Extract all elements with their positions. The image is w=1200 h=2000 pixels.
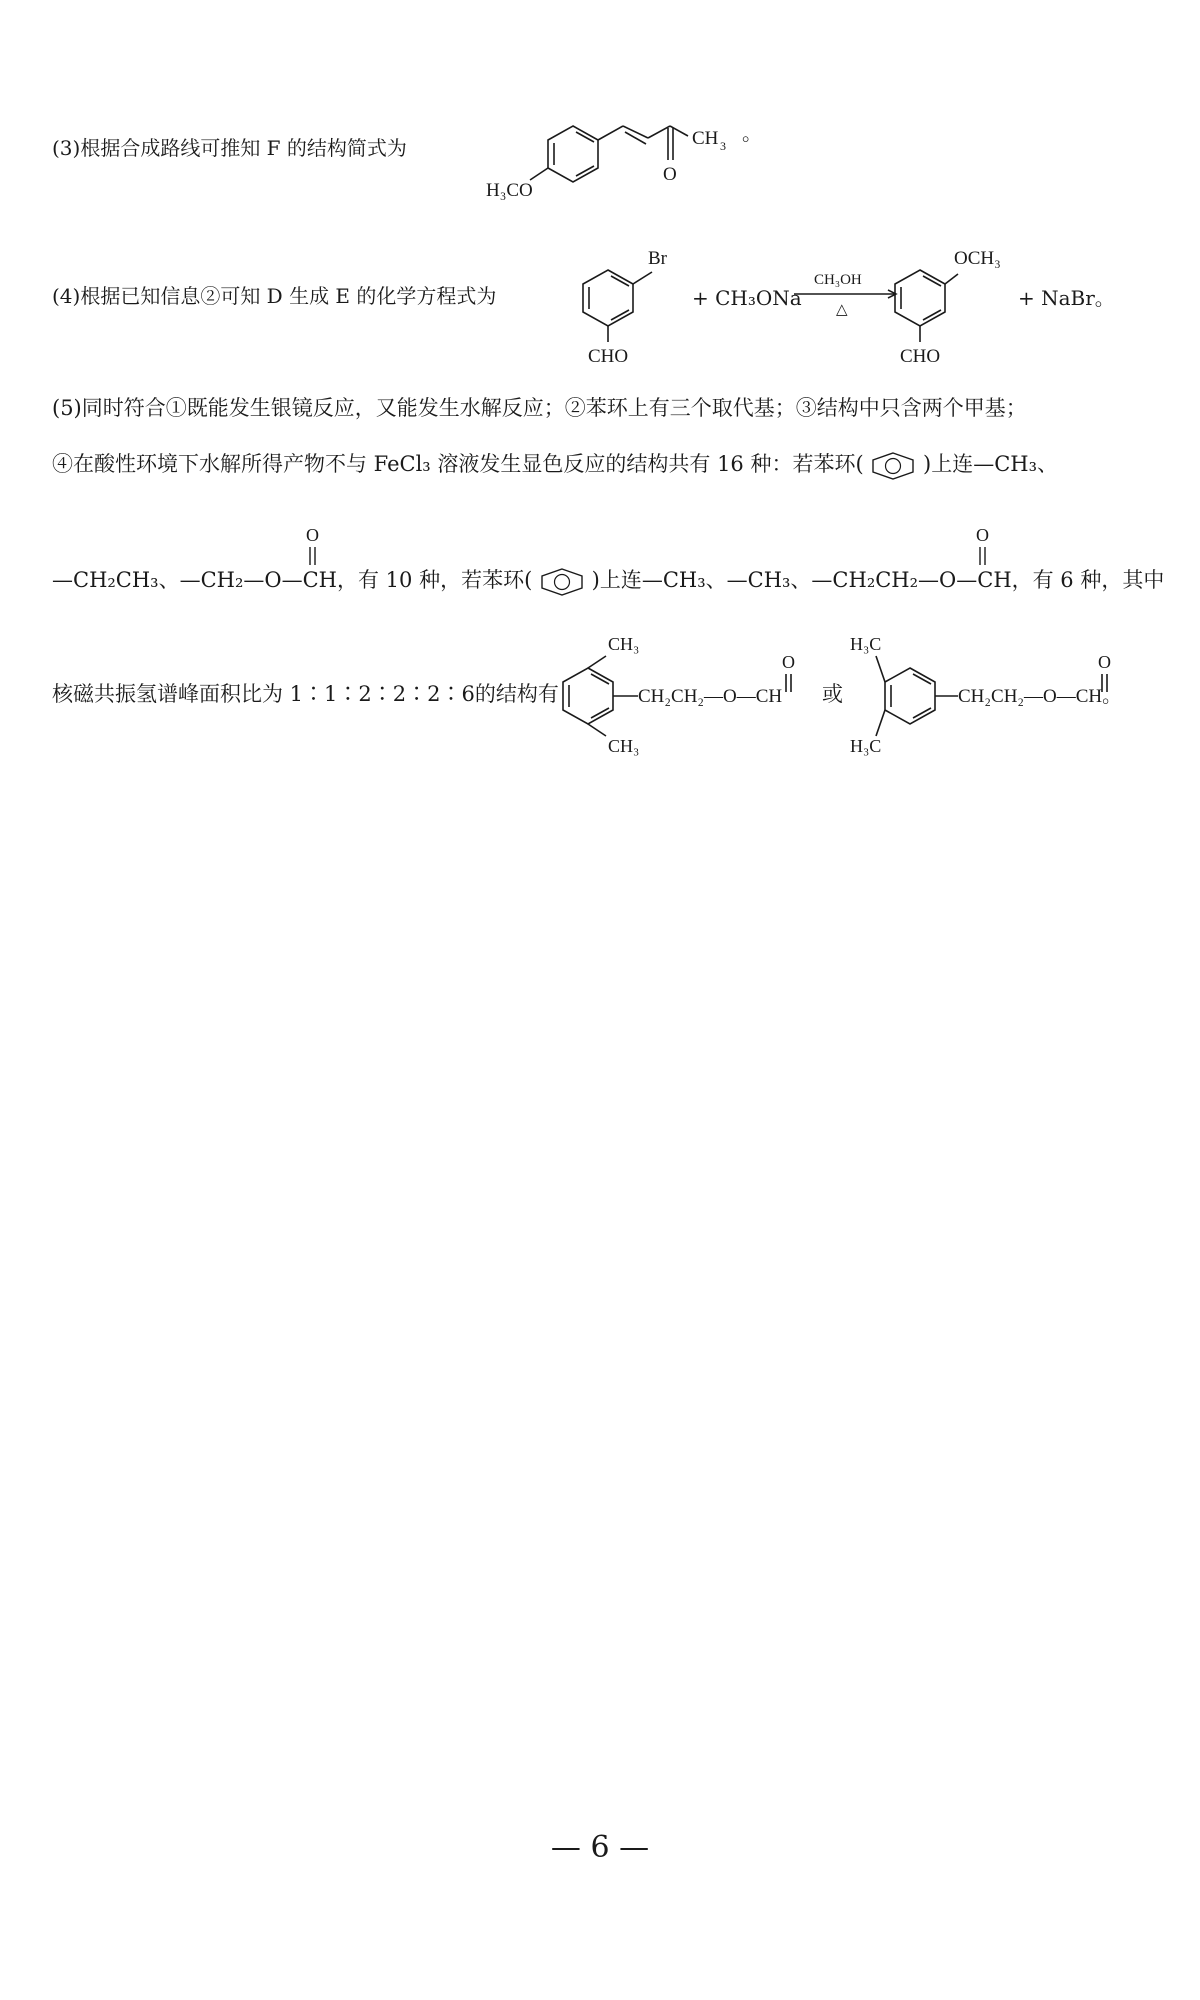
methyl-bottom-label: CH₃ bbox=[608, 736, 640, 756]
or-text: 或 bbox=[822, 682, 843, 706]
arrow-condition-top: CH₃OH bbox=[814, 272, 862, 288]
q5-line3: —CH₂CH₃、—CH₂—O—CH，有 10 种，若苯环( )上连—CH₃、—CH₃、—CH₂CH₂—O—CH，有 6 种，其中 bbox=[52, 566, 1164, 596]
ketone-oxygen-label: O bbox=[663, 164, 677, 185]
h3c-bottom-label: H₃C bbox=[850, 736, 882, 756]
svg-text:O: O bbox=[306, 525, 319, 545]
ester-chain-label: CH₂CH₂—O—CH bbox=[638, 686, 783, 707]
q5-line4: 核磁共振氢谱峰面积比为 1∶1∶2∶2∶2∶6的结构有 bbox=[52, 682, 559, 706]
q5-line1: (5)同时符合①既能发生银镜反应，又能发生水解反应；②苯环上有三个取代基；③结构中只含两个甲基； bbox=[52, 396, 1027, 420]
byproduct-text: + NaBr。 bbox=[1018, 286, 1115, 310]
methoxy-label: H₃CO bbox=[486, 180, 533, 201]
methoxy-label-product: OCH₃ bbox=[954, 248, 1001, 269]
q4-text: (4)根据已知信息②可知 D 生成 E 的化学方程式为 bbox=[52, 284, 497, 308]
h3c-top-label: H₃C bbox=[850, 634, 882, 654]
carbonyl-oxygen-label: O bbox=[782, 652, 795, 672]
carbonyl-oxygen-label-2: O bbox=[1098, 652, 1111, 672]
aldehyde-label-product: CHO bbox=[900, 346, 941, 367]
compound-f-structure bbox=[488, 108, 808, 218]
bromo-label: Br bbox=[648, 248, 667, 269]
reaction-arrow bbox=[792, 264, 902, 324]
arrow-condition-bottom: △ bbox=[836, 302, 848, 318]
page-number: — 6 — bbox=[550, 1830, 650, 1865]
methyl-label: CH bbox=[692, 128, 719, 149]
carbonyl-marker-1 bbox=[302, 525, 332, 565]
benzene-ring-icon bbox=[870, 452, 916, 480]
q5-line2: ④在酸性环境下水解所得产物不与 FeCl₃ 溶液发生显色反应的结构共有 16 种：若苯环( )上连—CH₃、 bbox=[52, 450, 1058, 480]
ester-chain-label-2: CH₂CH₂—O—CH。 bbox=[958, 686, 1122, 707]
methyl-subscript: 3 bbox=[720, 139, 726, 153]
isomer-structure-2 bbox=[848, 626, 1178, 756]
q3-text: (3)根据合成路线可推知 F 的结构简式为 bbox=[52, 136, 407, 160]
svg-text:O: O bbox=[976, 525, 989, 545]
reactant-d-structure bbox=[578, 242, 698, 372]
aldehyde-label: CHO bbox=[588, 346, 629, 367]
isomer-structure-1 bbox=[548, 626, 858, 756]
methyl-top-label: CH₃ bbox=[608, 634, 640, 654]
carbonyl-marker-2 bbox=[972, 525, 1002, 565]
benzene-ring-icon bbox=[539, 568, 585, 596]
q3-end-mark: 。 bbox=[742, 123, 762, 145]
reagent-text: + CH₃ONa bbox=[692, 286, 802, 310]
